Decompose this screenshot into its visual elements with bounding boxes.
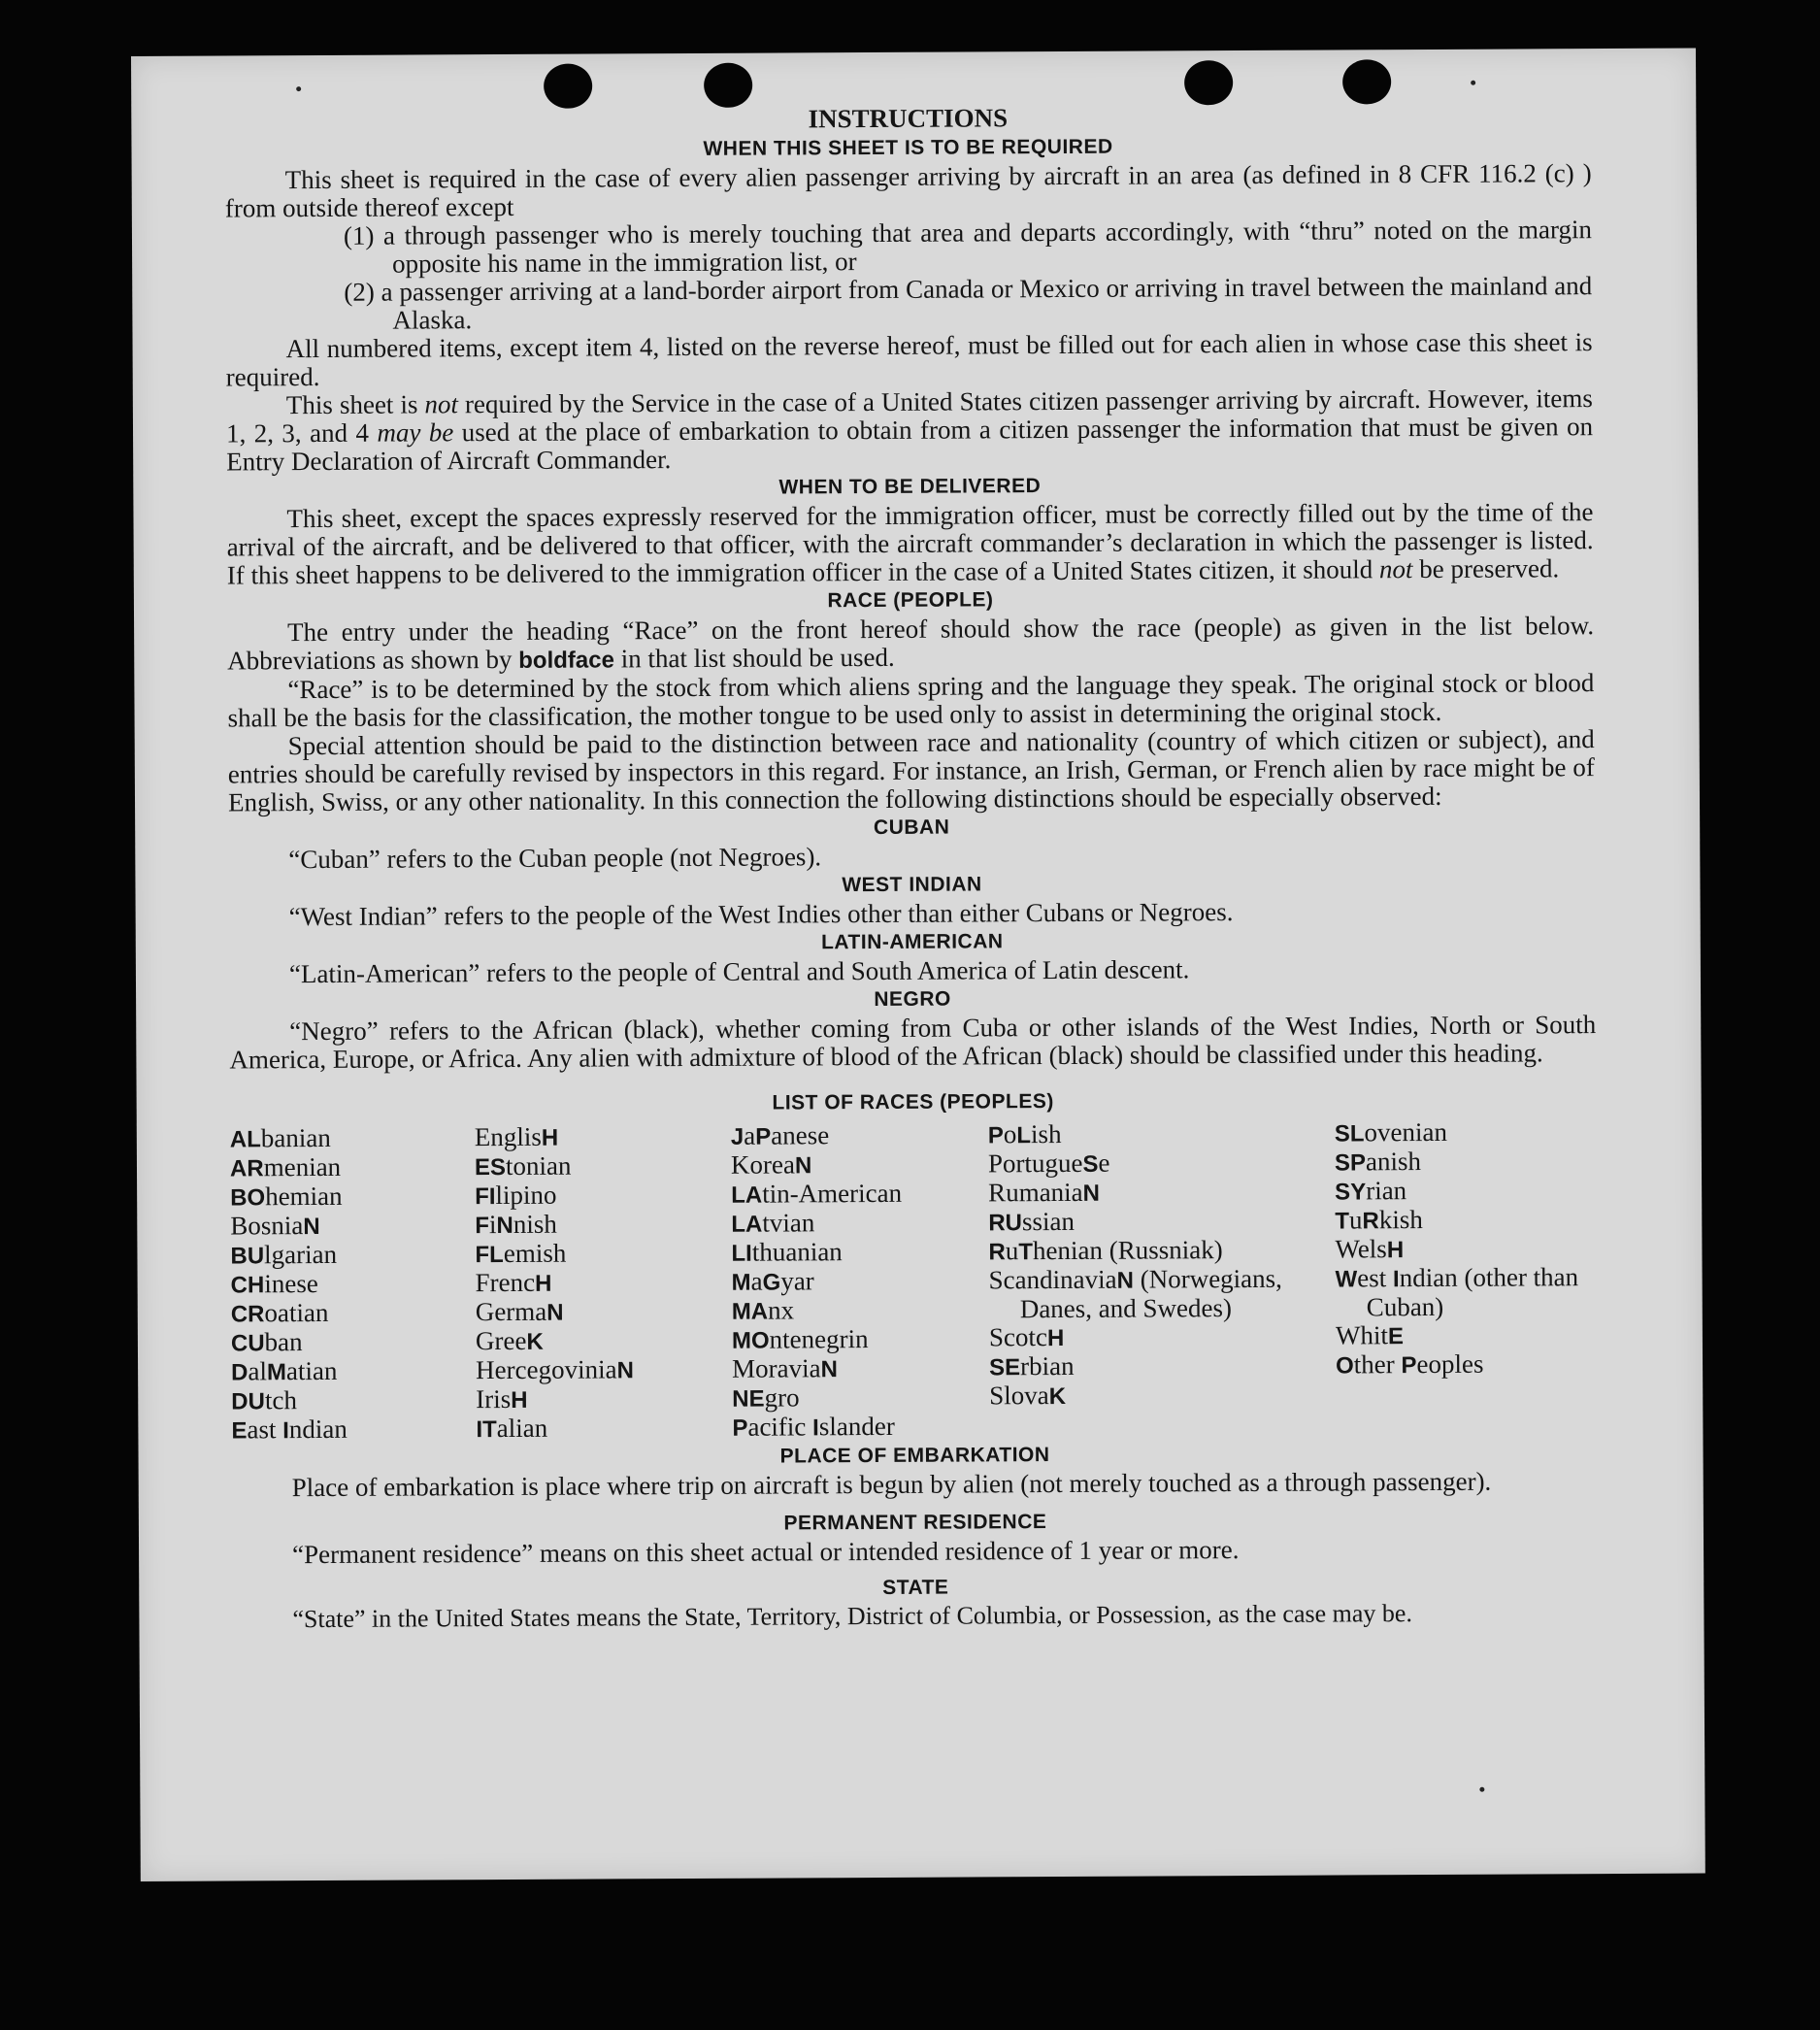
document-body xyxy=(224,99,1599,1632)
race-entry: LAtin-American xyxy=(731,1178,903,1209)
paragraph: This sheet is required in the case of every alien passenger arriving by aircraft in an area (as defined in 8 CFR 116.2 (c) ) from outside thereof except xyxy=(224,158,1592,223)
race-entry: CUban xyxy=(230,1327,303,1357)
paragraph: The entry under the heading “Race” on the front hereof should show the race (people) as given in the list below. Abbreviations as shown by boldface in that list should be used. xyxy=(227,611,1595,676)
punch-hole xyxy=(704,63,752,108)
punch-hole xyxy=(544,64,592,109)
paragraph: “State” in the United States means the State, Territory, District of Columbia, or Possession, as the case may be. xyxy=(292,1599,1412,1634)
race-entry: TuRkish xyxy=(1335,1205,1423,1235)
race-entry: LAtvian xyxy=(731,1208,815,1238)
paragraph: Place of embarkation is place where trip on aircraft is begun by alien (not merely touched as a through passenger). xyxy=(291,1466,1492,1503)
speck xyxy=(1471,81,1475,85)
race-entry: WhitE xyxy=(1335,1320,1405,1350)
paragraph: “Cuban” refers to the Cuban people (not Negroes). xyxy=(288,842,822,875)
race-entry: NEgro xyxy=(732,1382,800,1413)
race-entry: ITalian xyxy=(476,1413,548,1444)
race-entry: Other Peoples xyxy=(1336,1348,1484,1380)
race-entry: SlovaK xyxy=(989,1381,1067,1411)
race-entry: PoLish xyxy=(987,1118,1062,1149)
race-entry: KoreaN xyxy=(730,1149,812,1180)
section-heading: STATE xyxy=(882,1576,949,1599)
race-entry: MaGyar xyxy=(731,1266,814,1296)
race-entry: SLovenian xyxy=(1334,1116,1448,1148)
race-entry: DalMatian xyxy=(231,1355,338,1386)
section-heading: RACE (PEOPLE) xyxy=(827,588,994,613)
race-entry: GreeK xyxy=(475,1325,544,1356)
section-heading: LIST OF RACES (PEOPLES) xyxy=(772,1090,1054,1115)
paragraph: Special attention should be paid to the distinction between race and nationality (country of which citizen or subject), and entries should be carefully revised by inspectors in this regard. For instance, an Irish, German, or French alien by race might be of English, Swiss, or any other nationality. In this connection the following distinctions should be especially observed: xyxy=(227,724,1595,817)
section-heading: WHEN TO BE DELIVERED xyxy=(778,475,1042,499)
paragraph: “Permanent residence” means on this sheet actual or intended residence of 1 year or more. xyxy=(292,1535,1240,1570)
paragraph: All numbered items, except item 4, listed on the reverse hereof, must be filled out for each alien in whose case this sheet is required. xyxy=(225,327,1593,392)
paragraph: “Latin-American” refers to the people of Central and South America of Latin descent. xyxy=(288,954,1190,989)
race-entry: RuThenian (Russniak) xyxy=(988,1235,1223,1266)
list-item: (1) a through passenger who is merely touching that area and departs accordingly, with “thru” noted on the margin opposite his name in the immigration list, or xyxy=(343,215,1593,279)
race-entry: PortugueSe xyxy=(987,1148,1110,1179)
race-entry: GermaN xyxy=(475,1296,564,1327)
subsection-heading: CUBAN xyxy=(873,815,950,840)
subsection-heading: NEGRO xyxy=(874,987,951,1012)
paragraph: “West Indian” refers to the people of the West Indies other than either Cubans or Negroes. xyxy=(288,897,1234,932)
race-column xyxy=(475,1122,733,1444)
punch-hole xyxy=(1184,60,1233,105)
race-entry: WelsH xyxy=(1335,1234,1405,1264)
race-column xyxy=(230,1123,477,1445)
race-column xyxy=(1335,1117,1599,1439)
race-entry: FiNnish xyxy=(475,1209,557,1240)
section-heading: PLACE OF EMBARKATION xyxy=(779,1444,1050,1468)
race-entry: MOntenegrin xyxy=(731,1324,869,1354)
race-entry: ScandinaviaN (Norwegians, Danes, and Swedes) xyxy=(988,1263,1282,1324)
paragraph: “Race” is to be determined by the stock from which aliens spring and the language they speak. The original stock or blood shall be the basis for the classification, the mother tongue to be used only to assist in determining the original stock. xyxy=(227,668,1595,733)
race-entry: DUtch xyxy=(231,1385,297,1415)
list-item: (2) a passenger arriving at a land-border airport from Canada or Mexico or arriving in travel between the mainland and Alaska. xyxy=(344,271,1593,335)
race-entry: East Indian xyxy=(231,1414,347,1445)
race-entry: SPanish xyxy=(1334,1147,1422,1177)
race-entry: MAnx xyxy=(731,1295,795,1325)
race-entry: ARmenian xyxy=(229,1151,342,1182)
race-entry: BUlgarian xyxy=(230,1239,338,1270)
race-entry: CHinese xyxy=(230,1269,318,1299)
section-heading: WHEN THIS SHEET IS TO BE REQUIRED xyxy=(703,135,1113,160)
race-entry: SErbian xyxy=(989,1350,1075,1381)
race-column xyxy=(731,1120,990,1442)
race-entry: MoraviaN xyxy=(732,1353,838,1383)
page-title: INSTRUCTIONS xyxy=(808,103,1009,134)
race-entry: FrencH xyxy=(475,1267,552,1298)
race-entry: West Indian (other than Cuban) xyxy=(1335,1262,1579,1322)
document-sheet xyxy=(131,49,1705,1881)
race-entry: RUssian xyxy=(988,1206,1075,1237)
race-entry: CRoatian xyxy=(230,1297,329,1328)
race-entry: EnglisH xyxy=(474,1121,559,1152)
paragraph: This sheet is not required by the Service in the case of a United States citizen passenger arriving by aircraft. However, items 1, 2, 3, and 4 may be used at the place of embarkation to obtain from a citizen passenger the information that must be given on Entry Declaration of Aircraft Commander. xyxy=(225,383,1594,477)
section-heading: PERMANENT RESIDENCE xyxy=(783,1511,1047,1535)
race-entry: JaPanese xyxy=(730,1120,830,1150)
race-entry: BOhemian xyxy=(230,1181,343,1212)
race-entry: ScotcH xyxy=(988,1322,1065,1352)
race-entry: EStonian xyxy=(474,1150,572,1181)
race-entry: IrisH xyxy=(476,1383,528,1414)
speck xyxy=(296,86,301,91)
race-entry: FIlipino xyxy=(475,1180,557,1211)
race-entry: LIthuanian xyxy=(731,1237,843,1267)
speck xyxy=(1479,1787,1484,1792)
paragraph: This sheet, except the spaces expressly reserved for the immigration officer, must be correctly filled out by the time of the arrival of the aircraft, and be delivered to that officer, with the aircraft commander’s declaration in which the passenger is listed. If this sheet happens to be delivered to the immigration officer in the case of a United States citizen, it should not be preserved. xyxy=(226,497,1594,590)
race-entry: BosniaN xyxy=(230,1211,320,1241)
race-entry: RumaniaN xyxy=(988,1177,1101,1208)
race-entry: FLemish xyxy=(475,1238,567,1269)
race-column xyxy=(988,1119,1337,1442)
race-entry: SYrian xyxy=(1335,1176,1407,1206)
subsection-heading: LATIN-AMERICAN xyxy=(821,930,1004,954)
race-entry: ALbanian xyxy=(229,1122,331,1153)
paragraph: “Negro” refers to the African (black), whether coming from Cuba or other islands of the West Indies, North or South America, Europe, or Africa. Any alien with admixture of blood of the African (black) should be classified under this heading. xyxy=(229,1010,1597,1075)
race-entry: Pacific Islander xyxy=(732,1411,895,1442)
subsection-heading: WEST INDIAN xyxy=(842,873,982,897)
race-entry: HercegoviniaN xyxy=(476,1354,634,1385)
punch-hole xyxy=(1342,59,1391,104)
race-list xyxy=(230,1117,1599,1445)
